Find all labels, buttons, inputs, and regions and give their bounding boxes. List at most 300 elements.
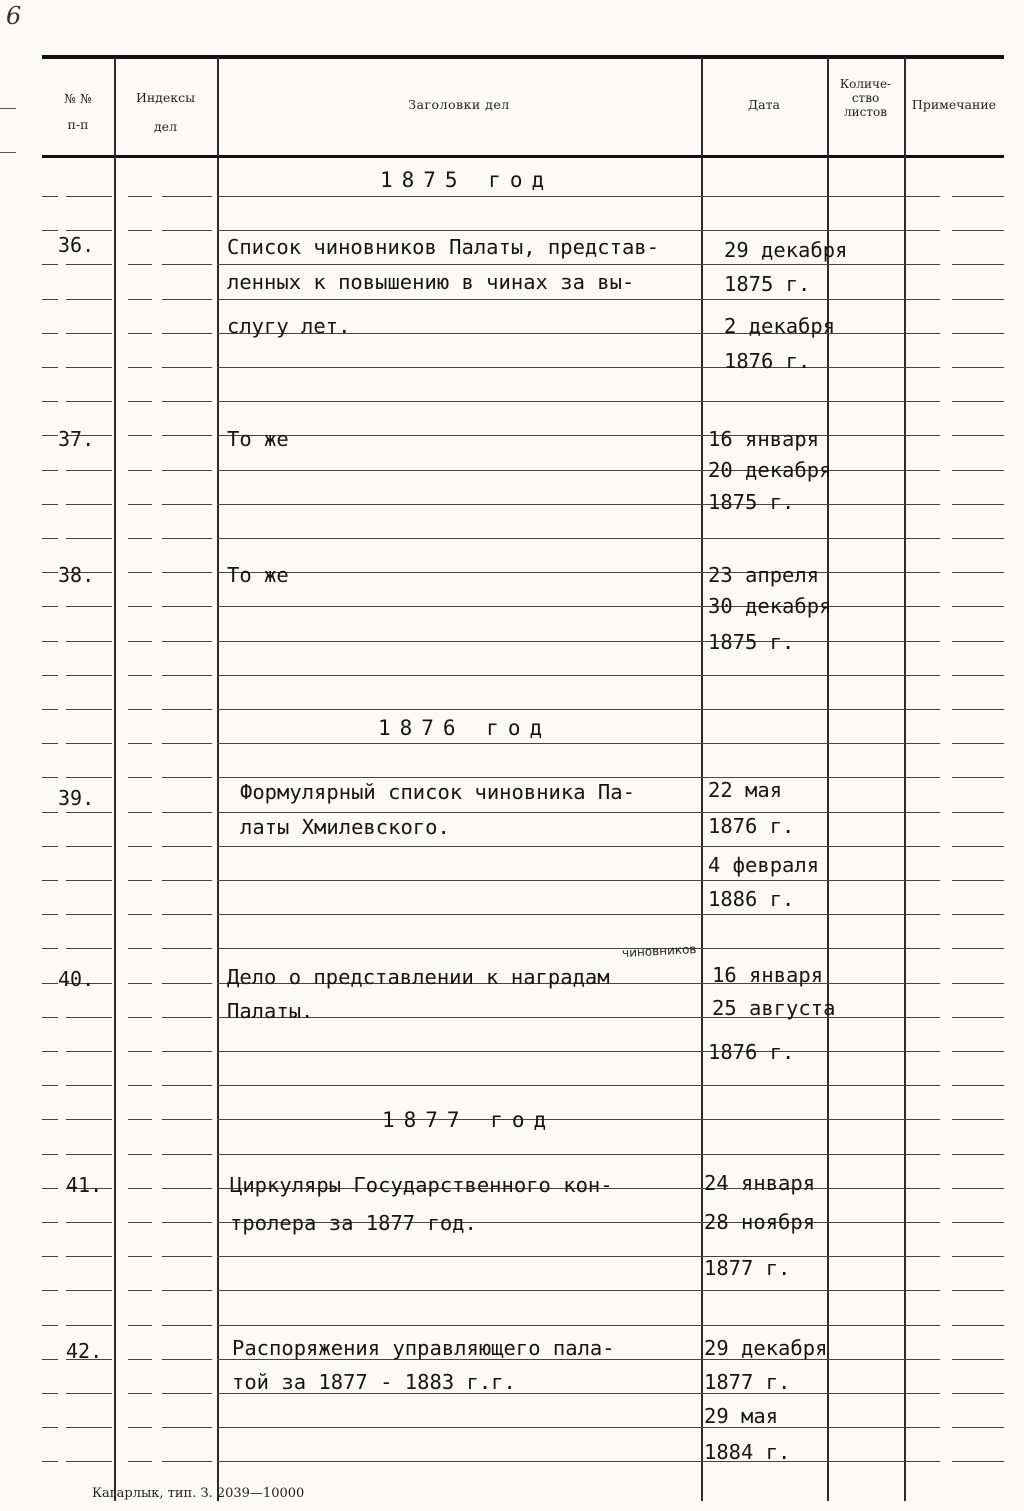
ruled-line [904,435,940,436]
ruled-line [904,914,940,915]
ruled-line [42,196,58,197]
entry-number: 37. [58,427,95,451]
ruled-line [904,572,940,573]
ruled-line [128,846,152,847]
ruled-line [827,367,904,368]
ruled-line [42,606,58,607]
ruled-line [128,1154,152,1155]
ruled-line [904,470,940,471]
ruled-line [128,1325,152,1326]
ruled-line [66,1461,112,1462]
ruled-line [952,1359,1004,1360]
ruled-line [827,743,904,744]
ruled-line [827,983,904,984]
ruled-line [162,401,212,402]
ruled-line [701,709,827,710]
ruled-line [162,1325,212,1326]
ruled-line [128,401,152,402]
ruled-line [827,1222,904,1223]
entry-title-line: Распоряжения управляющего пала- [232,1336,615,1360]
ruled-line [904,333,940,334]
ruled-line [827,812,904,813]
ruled-line [217,709,701,710]
ruled-line [701,743,827,744]
ruled-line [827,709,904,710]
ruled-line [827,1017,904,1018]
ruled-line [162,983,212,984]
ruled-line [217,1256,701,1257]
ruled-line [827,1085,904,1086]
ruled-line [42,470,58,471]
ruled-line [827,1290,904,1291]
ruled-line [66,641,112,642]
ruled-line [66,299,112,300]
ruled-line [128,264,152,265]
ruled-line [42,230,58,231]
ruled-line [952,504,1004,505]
entry-date: 29 мая [704,1404,779,1428]
entry-date: 1875 г. [708,490,795,514]
ruled-line [701,1290,827,1291]
header-sheets: Количе- ство листов [839,77,892,119]
ruled-line [42,1017,58,1018]
ruled-line [827,1154,904,1155]
ruled-line [904,367,940,368]
ruled-line [952,367,1004,368]
ruled-line [952,777,1004,778]
ruled-line [217,264,701,265]
entry-date: 29 декабря [704,1336,828,1360]
ruled-line [952,299,1004,300]
ruled-line [952,1325,1004,1326]
ruled-line [827,230,904,231]
ruled-line [128,709,152,710]
ruled-line [128,196,152,197]
ruled-line [42,1461,58,1462]
ruled-line [827,333,904,334]
entry-number: 41. [66,1173,103,1197]
ruled-line [952,1051,1004,1052]
ruled-line [701,401,827,402]
ruled-line [42,846,58,847]
ruled-line [217,675,701,676]
ruled-line [162,914,212,915]
ruled-line [904,1325,940,1326]
ruled-line [827,196,904,197]
ruled-line [42,1188,58,1189]
ruled-line [952,1461,1004,1462]
entry-title-line: ленных к повышению в чинах за вы- [227,270,635,294]
entry-title-line: Палаты. [227,999,314,1023]
ruled-line [952,846,1004,847]
ruled-line [42,1359,58,1360]
printer-imprint: Кагарлык, тип. З. 2039—10000 [92,1486,305,1501]
ruled-line [217,299,701,300]
ruled-line [42,401,58,402]
ruled-line [66,880,112,881]
ruled-line [952,401,1004,402]
ruled-line [952,709,1004,710]
ruled-line [217,1154,701,1155]
entry-date: 16 января [712,963,824,987]
ruled-line [66,367,112,368]
top-rule [42,55,1004,59]
header-title: Заголовки дел [408,97,510,112]
ruled-line [827,1393,904,1394]
header-rule [42,155,1004,158]
ruled-line [42,299,58,300]
entry-date: 2 декабря [724,314,836,338]
entry-date: 29 декабря [724,238,848,262]
ruled-line [217,1325,701,1326]
ruled-line [42,983,58,984]
ruled-line [42,367,58,368]
ruled-line [66,1154,112,1155]
ruled-line [701,1154,827,1155]
ruled-line [66,401,112,402]
ruled-line [42,812,58,813]
ruled-line [128,1290,152,1291]
entry-date: 1886 г. [708,887,795,911]
ruled-line [904,880,940,881]
ruled-line [162,572,212,573]
ruled-line [66,1393,112,1394]
ruled-line [128,1393,152,1394]
ruled-line [42,504,58,505]
ruled-line [904,299,940,300]
ruled-line [162,367,212,368]
ruled-line [827,606,904,607]
entry-date: 20 декабря [708,458,832,482]
ruled-line [162,812,212,813]
ruled-line [217,401,701,402]
ruled-line [217,1051,701,1052]
ruled-line [162,743,212,744]
ruled-line [952,812,1004,813]
ruled-line [904,264,940,265]
ruled-line [162,948,212,949]
ruled-line [66,1222,112,1223]
ruled-line [162,1461,212,1462]
ruled-line [162,1222,212,1223]
ruled-line [128,641,152,642]
ruled-line [42,1427,58,1428]
year-heading-1875: 1875 год [380,168,554,192]
entry-title-line: То же [227,563,289,587]
ruled-line [904,1188,940,1189]
entry-title-line: То же [227,427,289,451]
entry-number: 42. [66,1339,103,1363]
ruled-line [952,230,1004,231]
col-divider-title [701,57,703,1501]
ruled-line [66,504,112,505]
ruled-line [66,1017,112,1018]
col-divider-sheets [904,57,906,1501]
ruled-line [827,1051,904,1052]
ruled-line [904,606,940,607]
ruled-line [904,1222,940,1223]
ruled-line [128,367,152,368]
ruled-line [827,470,904,471]
entry-date: 4 февраля [708,853,820,877]
ruled-line [66,538,112,539]
ruled-line [128,606,152,607]
entry-date: 1877 г. [704,1256,791,1280]
ruled-line [42,435,58,436]
ruled-line [162,1393,212,1394]
ruled-line [827,264,904,265]
ruled-line [827,572,904,573]
ruled-line [827,401,904,402]
ruled-line [827,1461,904,1462]
ruled-line [128,435,152,436]
ruled-line [952,435,1004,436]
entry-title-line: Циркуляры Государственного кон- [230,1173,613,1197]
header-date: Дата [748,97,780,112]
ruled-line [128,333,152,334]
ruled-line [952,196,1004,197]
entry-title-line: Формулярный список чиновника Па- [240,780,635,804]
handwritten-insertion: чиновников [621,942,697,960]
ruled-line [827,1325,904,1326]
ruled-line [66,1325,112,1326]
ruled-line [42,1154,58,1155]
header-num: № № п-п [64,91,92,133]
entry-date: 22 мая [708,778,783,802]
ruled-line [162,1359,212,1360]
col-divider-num [114,57,116,1501]
ruled-line [952,948,1004,949]
ruled-line [42,675,58,676]
ruled-line [904,1256,940,1257]
ruled-line [42,264,58,265]
ruled-line [162,1085,212,1086]
ruled-line [42,777,58,778]
ruled-line [904,1359,940,1360]
ruled-line [66,846,112,847]
ruled-line [904,948,940,949]
ruled-line [42,948,58,949]
ruled-line [827,504,904,505]
ruled-line [162,1119,212,1120]
ruled-line [952,1154,1004,1155]
ruled-line [827,299,904,300]
ruled-line [42,1393,58,1394]
entry-title-line: латы Хмилевского. [240,815,450,839]
ruled-line [162,1017,212,1018]
year-heading-1877: 1877 год [382,1108,556,1132]
ruled-line [904,709,940,710]
entry-date: 23 апреля [708,563,820,587]
ruled-line [904,401,940,402]
ruled-line [217,641,701,642]
ruled-line [42,572,58,573]
ruled-line [904,743,940,744]
ruled-line [162,846,212,847]
ruled-line [128,538,152,539]
ruled-line [827,914,904,915]
entry-title-line: слугу лет. [227,314,351,338]
ruled-line [701,196,827,197]
ruled-line [217,1085,701,1086]
ruled-line [217,914,701,915]
ruled-line [128,777,152,778]
ruled-line [217,504,701,505]
ruled-line [162,538,212,539]
ruled-line [162,709,212,710]
ruled-line [217,470,701,471]
ruled-line [162,1188,212,1189]
ruled-line [827,880,904,881]
ruled-line [217,538,701,539]
ruled-line [904,1119,940,1120]
ruled-line [904,1085,940,1086]
ruled-line [952,743,1004,744]
entry-date: 25 августа [712,996,836,1020]
ruled-line [128,1051,152,1052]
ruled-line [701,948,827,949]
ruled-line [904,196,940,197]
ruled-line [42,1085,58,1086]
ruled-line [701,1325,827,1326]
ruled-line [128,675,152,676]
ruled-line [217,572,701,573]
ruled-line [162,606,212,607]
entry-number: 36. [58,233,95,257]
header-index: Индексы дел [135,90,196,134]
ruled-line [217,812,701,813]
ruled-line [66,230,112,231]
ruled-line [827,777,904,778]
ruled-line [701,914,827,915]
ruled-line [162,299,212,300]
ruled-line [904,675,940,676]
ruled-line [42,641,58,642]
ruled-line [42,1222,58,1223]
ruled-line [217,606,701,607]
ruled-line [217,1427,701,1428]
ruled-line [128,572,152,573]
ruled-line [701,1119,827,1120]
ruled-line [162,1154,212,1155]
ruled-line [952,675,1004,676]
ruled-line [162,230,212,231]
ruled-line [42,1051,58,1052]
ruled-line [952,1256,1004,1257]
ruled-line [701,846,827,847]
year-heading-1876: 1876 год [378,716,552,740]
ruled-line [162,1256,212,1257]
ruled-line [952,914,1004,915]
entry-date: 1884 г. [704,1440,791,1464]
ruled-line [952,264,1004,265]
ruled-line [217,435,701,436]
entry-title-line: той за 1877 - 1883 г.г. [232,1370,516,1394]
ruled-line [162,641,212,642]
ruled-line [162,504,212,505]
ruled-line [128,1188,152,1189]
ruled-line [66,914,112,915]
ruled-line [66,948,112,949]
ruled-line [827,1256,904,1257]
ruled-line [827,675,904,676]
ruled-line [952,1119,1004,1120]
ruled-line [128,948,152,949]
ruled-line [66,743,112,744]
ruled-line [217,1461,701,1462]
ruled-line [952,1188,1004,1189]
ruled-line [66,1290,112,1291]
entry-title-line: Список чиновников Палаты, представ- [227,235,659,259]
ruled-line [952,572,1004,573]
entry-number: 39. [58,786,95,810]
ruled-line [701,880,827,881]
ruled-line [904,1290,940,1291]
ruled-line [66,470,112,471]
ruled-line [904,846,940,847]
ruled-line [827,538,904,539]
entry-date: 1875 г. [724,272,811,296]
ruled-line [128,504,152,505]
entry-title-line: Дело о представлении к наградам [227,965,610,989]
ruled-line [66,264,112,265]
ruled-line [128,880,152,881]
ruled-line [128,983,152,984]
ruled-line [701,264,827,265]
ruled-line [952,1427,1004,1428]
ruled-line [952,1222,1004,1223]
ruled-line [128,1359,152,1360]
margin-mark [0,152,16,153]
ruled-line [904,230,940,231]
ruled-line [952,333,1004,334]
ruled-line [701,675,827,676]
entry-date: 1875 г. [708,630,795,654]
ruled-line [128,914,152,915]
ruled-line [217,743,701,744]
ruled-line [827,948,904,949]
ruled-line [952,538,1004,539]
col-divider-date [827,57,829,1501]
ruled-line [162,1051,212,1052]
ruled-line [128,230,152,231]
ruled-line [162,264,212,265]
ruled-line [162,470,212,471]
ruled-line [217,846,701,847]
ruled-line [128,1461,152,1462]
margin-mark [0,108,16,109]
ruled-line [904,1154,940,1155]
entry-date: 1877 г. [704,1370,791,1394]
ruled-line [701,299,827,300]
header-note: Примечание [911,97,997,112]
ruled-line [162,196,212,197]
ruled-line [42,1119,58,1120]
ruled-line [42,1256,58,1257]
entry-date: 1876 г. [708,1040,795,1064]
ruled-line [217,1290,701,1291]
ruled-line [128,812,152,813]
ruled-line [952,880,1004,881]
ruled-line [952,1290,1004,1291]
ruled-line [128,743,152,744]
ruled-line [42,333,58,334]
ruled-line [217,196,701,197]
ruled-line [162,675,212,676]
ruled-line [42,538,58,539]
ruled-line [42,1290,58,1291]
ruled-line [42,709,58,710]
